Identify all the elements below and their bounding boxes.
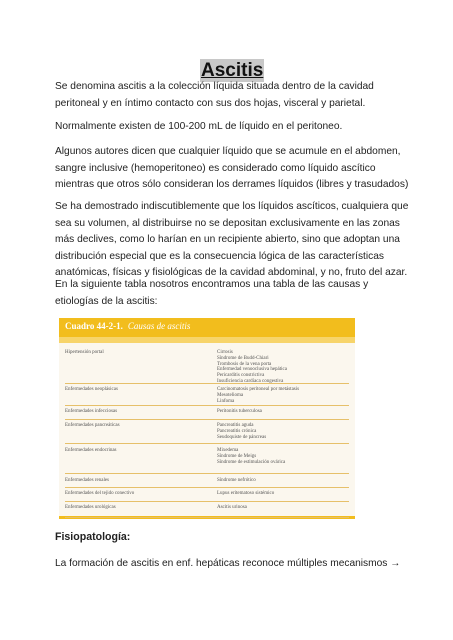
table-item: Lupus eritematoso sistémico (217, 491, 275, 496)
table-item: Linfoma (217, 398, 235, 404)
text-line: peritoneal y en íntimo contacto con sus dos hojas, visceral y parietal. (55, 97, 366, 109)
table-cause-cell: Enfermedades endocrinas (65, 448, 117, 453)
table-row-divider (65, 383, 349, 384)
text-line: etiologías de la ascitis: (55, 295, 158, 307)
paragraph-authors (55, 144, 409, 194)
table-cause-cell: Hipertensión portal (65, 350, 104, 355)
table-caption (65, 321, 190, 331)
table-header-bar (59, 318, 355, 337)
table-item: Pancreatitis crónica (217, 428, 257, 434)
table-row-divider (65, 419, 349, 420)
text-line: La formación de ascitis en enf. hepáticas reconoce múltiples mecanismos → (55, 558, 401, 569)
page-title: Ascitis (201, 60, 264, 81)
paragraph-distribution (55, 199, 409, 282)
table-item: Trombosis de la vena porta (217, 361, 272, 367)
causes-table-image (59, 318, 355, 519)
paragraph-table-intro (55, 277, 400, 310)
text-line: sangre inclusive (hemoperitoneo) es considerado como líquido ascítico (55, 162, 376, 174)
text-line: sea su volumen, al distribuirse no se depositan exclusivamente en las zonas (55, 217, 400, 229)
table-item: Mesotelioma (217, 392, 244, 398)
text-line: anatómicas, físicas y fisiológicas de la cavidad abdominal, y no, fruto del azar. (55, 267, 408, 278)
table-title: Causas de ascitis (127, 321, 191, 331)
table-subheader-bar (59, 337, 355, 343)
table-row-divider (65, 487, 349, 488)
table-number: Cuadro 44-2-1. (65, 321, 123, 331)
table-items-cell (217, 491, 349, 497)
table-item: Insuficiencia cardíaca congestiva (217, 378, 284, 384)
table-cause-cell: Enfermedades neoplásicas (65, 387, 118, 392)
table-row-divider (65, 517, 349, 518)
paragraph-mechanisms (55, 556, 400, 573)
table-cause-cell: Enfermedades renales (65, 478, 110, 483)
table-items-cell (217, 505, 349, 511)
table-item: Pancreatitis aguda (217, 423, 254, 428)
table-item: Cirrosis (217, 350, 233, 355)
table-cause-cell: Enfermedades pancreáticas (65, 423, 120, 428)
table-item: Ascitis urinosa (217, 505, 247, 510)
table-items-cell (217, 387, 349, 404)
section-heading: Fisiopatología: (55, 531, 131, 543)
text-line: Se denomina ascitis a la colección líquida situada dentro de la cavidad (55, 81, 374, 92)
table-item: Seudoquiste de páncreas (217, 434, 267, 440)
table-cause-cell: Enfermedades del tejido conectivo (65, 491, 135, 496)
table-item: Enfermedad venooclusiva hepática (217, 367, 287, 373)
table-item: Pericarditis constrictiva (217, 373, 265, 379)
table-item: Síndrome de estimulación ovárica (217, 459, 286, 465)
table-items-cell (217, 423, 349, 440)
text-line: Normalmente existen de 100-200 mL de líquido en el peritoneo. (55, 121, 343, 132)
paragraph-normal-volume (55, 119, 400, 136)
table-items-cell (217, 478, 349, 484)
table-row-divider (65, 501, 349, 502)
text-line: mientras que otros sólo consideran los derrames líquidos (libres y trasudados) (55, 179, 409, 190)
table-cause-cell: Enfermedades urológicas (65, 505, 116, 510)
text-line: Algunos autores dicen que cualquier líquido que se acumule en el abdomen, (55, 146, 401, 157)
table-item: Mixedema (217, 448, 239, 453)
text-line: distribución especial que es la consecuencia lógica de las características (55, 250, 385, 262)
table-items-cell (217, 448, 349, 465)
table-row-divider (65, 473, 349, 474)
table-item: Peritonitis tuberculosa (217, 409, 262, 414)
table-item: Síndrome de Meigs (217, 453, 257, 459)
table-item: Síndrome nefrótico (217, 478, 256, 483)
table-row-divider (65, 405, 349, 406)
paragraph-definition (55, 79, 400, 112)
text-line: Se ha demostrado indiscutiblemente que los líquidos ascíticos, cualquiera que (55, 201, 409, 212)
table-item: Síndrome de Budd-Chiari (217, 355, 269, 361)
table-cause-cell: Enfermedades infecciosas (65, 409, 118, 414)
table-items-cell (217, 350, 349, 385)
table-row-divider (65, 443, 349, 444)
table-items-cell (217, 409, 349, 415)
table-item: Carcinomatosis peritoneal por metástasis (217, 387, 300, 392)
text-line: más declives, como lo harían en un recipiente abierto, sino que adoptan una (55, 234, 400, 245)
text-line: En la siguiente tabla nosotros encontramos una tabla de las causas y (55, 279, 369, 290)
